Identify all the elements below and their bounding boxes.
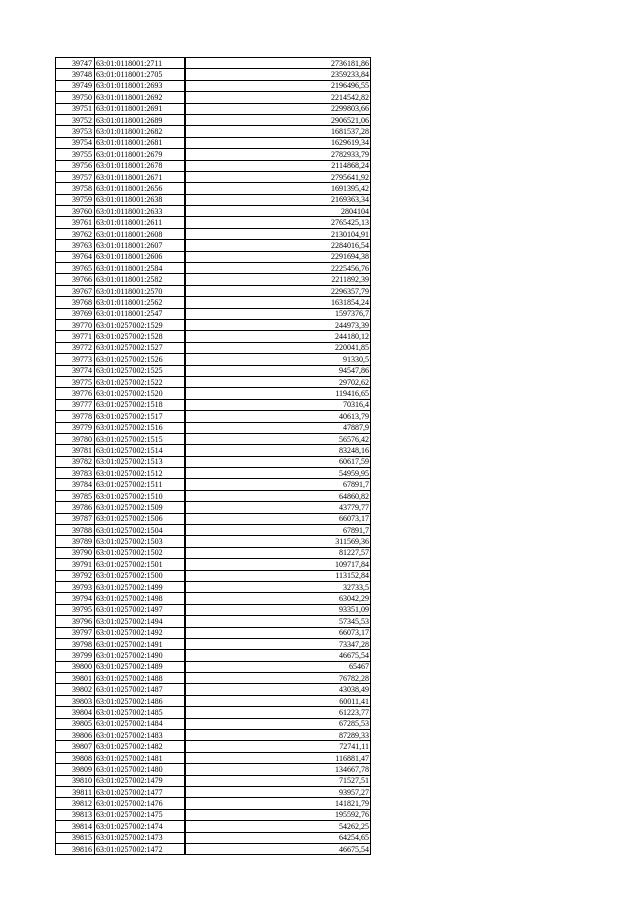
- row-number-cell: 39791: [56, 559, 95, 570]
- cadastral-number-cell: 63:01:0118001:2671: [95, 171, 186, 182]
- row-number-cell: 39811: [56, 787, 95, 798]
- cadastral-number-cell: 63:01:0257002:1492: [95, 627, 186, 638]
- table-row: [56, 661, 371, 672]
- value-cell: 2782933,79: [185, 149, 371, 160]
- cadastral-number-cell: 63:01:0257002:1472: [95, 843, 186, 854]
- row-number-cell: 39756: [56, 160, 95, 171]
- row-number-cell: 39774: [56, 365, 95, 376]
- cadastral-number-cell: 63:01:0257002:1491: [95, 638, 186, 649]
- table-row: [56, 559, 371, 570]
- cadastral-number-cell: 63:01:0118001:2678: [95, 160, 186, 171]
- cadastral-number-cell: 63:01:0257002:1503: [95, 536, 186, 547]
- row-number-cell: 39794: [56, 593, 95, 604]
- table-row: [56, 171, 371, 182]
- row-number-cell: 39806: [56, 730, 95, 741]
- value-cell: 116881,47: [185, 752, 371, 763]
- cadastral-number-cell: 63:01:0118001:2582: [95, 274, 186, 285]
- value-cell: 65467: [185, 661, 371, 672]
- table-row: [56, 479, 371, 490]
- row-number-cell: 39786: [56, 502, 95, 513]
- cadastral-number-cell: 63:01:0257002:1489: [95, 661, 186, 672]
- row-number-cell: 39803: [56, 695, 95, 706]
- row-number-cell: 39814: [56, 821, 95, 832]
- table-row: [56, 547, 371, 558]
- row-number-cell: 39772: [56, 342, 95, 353]
- row-number-cell: 39753: [56, 126, 95, 137]
- cadastral-number-cell: 63:01:0257002:1506: [95, 513, 186, 524]
- value-cell: 43779,77: [185, 502, 371, 513]
- cadastral-number-cell: 63:01:0257002:1475: [95, 809, 186, 820]
- row-number-cell: 39754: [56, 137, 95, 148]
- row-number-cell: 39815: [56, 832, 95, 843]
- row-number-cell: 39769: [56, 308, 95, 319]
- table-row: [56, 581, 371, 592]
- cadastral-number-cell: 63:01:0257002:1513: [95, 456, 186, 467]
- cadastral-number-cell: 63:01:0257002:1497: [95, 604, 186, 615]
- cadastral-number-cell: 63:01:0257002:1474: [95, 821, 186, 832]
- value-cell: 1691395,42: [185, 183, 371, 194]
- table-row: [56, 730, 371, 741]
- row-number-cell: 39752: [56, 114, 95, 125]
- value-cell: 2169363,34: [185, 194, 371, 205]
- value-cell: 244180,12: [185, 331, 371, 342]
- cadastral-number-cell: 63:01:0257002:1479: [95, 775, 186, 786]
- value-cell: 109717,84: [185, 559, 371, 570]
- table-row: [56, 638, 371, 649]
- table-row: [56, 206, 371, 217]
- value-cell: 2196496,55: [185, 80, 371, 91]
- cadastral-number-cell: 63:01:0257002:1476: [95, 798, 186, 809]
- row-number-cell: 39797: [56, 627, 95, 638]
- value-cell: 72741,11: [185, 741, 371, 752]
- row-number-cell: 39757: [56, 171, 95, 182]
- cadastral-number-cell: 63:01:0257002:1488: [95, 673, 186, 684]
- cadastral-number-cell: 63:01:0118001:2689: [95, 114, 186, 125]
- cadastral-number-cell: 63:01:0257002:1487: [95, 684, 186, 695]
- value-cell: 71527,51: [185, 775, 371, 786]
- row-number-cell: 39767: [56, 285, 95, 296]
- table-row: [56, 183, 371, 194]
- value-cell: 2296357,79: [185, 285, 371, 296]
- table-row: [56, 752, 371, 763]
- table-row: [56, 445, 371, 456]
- table-row: [56, 627, 371, 638]
- cadastral-number-cell: 63:01:0257002:1509: [95, 502, 186, 513]
- value-cell: 57345,53: [185, 616, 371, 627]
- row-number-cell: 39747: [56, 58, 95, 69]
- value-cell: 2736181,86: [185, 58, 371, 69]
- value-cell: 2906521,06: [185, 114, 371, 125]
- table-row: [56, 650, 371, 661]
- table-row: [56, 342, 371, 353]
- value-cell: 2284016,54: [185, 240, 371, 251]
- row-number-cell: 39809: [56, 764, 95, 775]
- table-row: [56, 354, 371, 365]
- row-number-cell: 39750: [56, 92, 95, 103]
- cadastral-number-cell: 63:01:0118001:2681: [95, 137, 186, 148]
- value-cell: 244973,39: [185, 319, 371, 330]
- row-number-cell: 39763: [56, 240, 95, 251]
- cadastral-number-cell: 63:01:0118001:2711: [95, 58, 186, 69]
- row-number-cell: 39812: [56, 798, 95, 809]
- value-cell: 195592,76: [185, 809, 371, 820]
- cadastral-number-cell: 63:01:0118001:2584: [95, 263, 186, 274]
- cadastral-number-cell: 63:01:0257002:1526: [95, 354, 186, 365]
- cadastral-number-cell: 63:01:0257002:1522: [95, 376, 186, 387]
- row-number-cell: 39804: [56, 707, 95, 718]
- cadastral-number-cell: 63:01:0118001:2692: [95, 92, 186, 103]
- value-cell: 2114868,24: [185, 160, 371, 171]
- value-cell: 2359233,84: [185, 69, 371, 80]
- cadastral-number-cell: 63:01:0257002:1498: [95, 593, 186, 604]
- value-cell: 46675,54: [185, 650, 371, 661]
- table-row: [56, 263, 371, 274]
- value-cell: 93957,27: [185, 787, 371, 798]
- table-row: [56, 228, 371, 239]
- row-number-cell: 39749: [56, 80, 95, 91]
- row-number-cell: 39777: [56, 399, 95, 410]
- value-cell: 64254,65: [185, 832, 371, 843]
- row-number-cell: 39755: [56, 149, 95, 160]
- value-cell: 2214542,82: [185, 92, 371, 103]
- table-row: [56, 456, 371, 467]
- value-cell: 220041,85: [185, 342, 371, 353]
- table-row: [56, 604, 371, 615]
- table-row: [56, 126, 371, 137]
- cadastral-number-cell: 63:01:0118001:2607: [95, 240, 186, 251]
- table-body: [56, 58, 371, 855]
- cadastral-number-cell: 63:01:0257002:1520: [95, 388, 186, 399]
- cadastral-number-cell: 63:01:0257002:1473: [95, 832, 186, 843]
- table-row: [56, 137, 371, 148]
- cadastral-number-cell: 63:01:0118001:2611: [95, 217, 186, 228]
- table-row: [56, 388, 371, 399]
- table-row: [56, 787, 371, 798]
- cadastral-number-cell: 63:01:0257002:1515: [95, 433, 186, 444]
- cadastral-number-cell: 63:01:0118001:2705: [95, 69, 186, 80]
- row-number-cell: 39782: [56, 456, 95, 467]
- table-row: [56, 684, 371, 695]
- row-number-cell: 39800: [56, 661, 95, 672]
- row-number-cell: 39768: [56, 297, 95, 308]
- table-row: [56, 798, 371, 809]
- table-row: [56, 217, 371, 228]
- table-row: [56, 513, 371, 524]
- row-number-cell: 39778: [56, 411, 95, 422]
- row-number-cell: 39773: [56, 354, 95, 365]
- cadastral-number-cell: 63:01:0257002:1516: [95, 422, 186, 433]
- row-number-cell: 39796: [56, 616, 95, 627]
- table-row: [56, 490, 371, 501]
- table-row: [56, 160, 371, 171]
- cadastral-number-cell: 63:01:0257002:1512: [95, 468, 186, 479]
- table-row: [56, 502, 371, 513]
- value-cell: 60011,41: [185, 695, 371, 706]
- cadastral-number-cell: 63:01:0257002:1502: [95, 547, 186, 558]
- cadastral-number-cell: 63:01:0257002:1518: [95, 399, 186, 410]
- row-number-cell: 39771: [56, 331, 95, 342]
- table-row: [56, 718, 371, 729]
- cadastral-number-cell: 63:01:0257002:1529: [95, 319, 186, 330]
- value-cell: 81227,57: [185, 547, 371, 558]
- row-number-cell: 39808: [56, 752, 95, 763]
- cadastral-number-cell: 63:01:0257002:1482: [95, 741, 186, 752]
- cadastral-number-cell: 63:01:0257002:1490: [95, 650, 186, 661]
- row-number-cell: 39765: [56, 263, 95, 274]
- row-number-cell: 39779: [56, 422, 95, 433]
- row-number-cell: 39785: [56, 490, 95, 501]
- value-cell: 43038,49: [185, 684, 371, 695]
- row-number-cell: 39801: [56, 673, 95, 684]
- value-cell: 1631854,24: [185, 297, 371, 308]
- value-cell: 54262,25: [185, 821, 371, 832]
- table-row: [56, 331, 371, 342]
- value-cell: 2225456,76: [185, 263, 371, 274]
- cadastral-number-cell: 63:01:0257002:1528: [95, 331, 186, 342]
- cadastral-number-cell: 63:01:0257002:1510: [95, 490, 186, 501]
- table-row: [56, 695, 371, 706]
- value-cell: 67891,7: [185, 525, 371, 536]
- cadastral-number-cell: 63:01:0118001:2608: [95, 228, 186, 239]
- row-number-cell: 39807: [56, 741, 95, 752]
- cadastral-number-cell: 63:01:0118001:2547: [95, 308, 186, 319]
- cadastral-number-cell: 63:01:0118001:2606: [95, 251, 186, 262]
- value-cell: 46675,54: [185, 843, 371, 854]
- value-cell: 2211892,39: [185, 274, 371, 285]
- table-row: [56, 194, 371, 205]
- row-number-cell: 39790: [56, 547, 95, 558]
- table-row: [56, 809, 371, 820]
- cadastral-number-cell: 63:01:0257002:1477: [95, 787, 186, 798]
- row-number-cell: 39762: [56, 228, 95, 239]
- table-row: [56, 274, 371, 285]
- cadastral-number-cell: 63:01:0118001:2638: [95, 194, 186, 205]
- table-row: [56, 741, 371, 752]
- table-row: [56, 775, 371, 786]
- value-cell: 1597376,7: [185, 308, 371, 319]
- table-row: [56, 58, 371, 69]
- table-row: [56, 593, 371, 604]
- row-number-cell: 39764: [56, 251, 95, 262]
- cadastral-number-cell: 63:01:0257002:1484: [95, 718, 186, 729]
- table-row: [56, 319, 371, 330]
- row-number-cell: 39780: [56, 433, 95, 444]
- value-cell: 56576,42: [185, 433, 371, 444]
- value-cell: 94547,86: [185, 365, 371, 376]
- cadastral-number-cell: 63:01:0257002:1514: [95, 445, 186, 456]
- table-row: [56, 536, 371, 547]
- value-cell: 141821,79: [185, 798, 371, 809]
- table-row: [56, 376, 371, 387]
- value-cell: 119416,65: [185, 388, 371, 399]
- value-cell: 67891,7: [185, 479, 371, 490]
- value-cell: 47887,9: [185, 422, 371, 433]
- cadastral-number-cell: 63:01:0257002:1500: [95, 570, 186, 581]
- value-cell: 2130104,91: [185, 228, 371, 239]
- cadastral-number-cell: 63:01:0257002:1525: [95, 365, 186, 376]
- row-number-cell: 39758: [56, 183, 95, 194]
- cadastral-number-cell: 63:01:0257002:1499: [95, 581, 186, 592]
- value-cell: 1629619,34: [185, 137, 371, 148]
- value-cell: 66073,17: [185, 513, 371, 524]
- table-row: [56, 525, 371, 536]
- table-row: [56, 468, 371, 479]
- value-cell: 73347,28: [185, 638, 371, 649]
- value-cell: 2291694,38: [185, 251, 371, 262]
- row-number-cell: 39789: [56, 536, 95, 547]
- cadastral-number-cell: 63:01:0257002:1511: [95, 479, 186, 490]
- row-number-cell: 39748: [56, 69, 95, 80]
- row-number-cell: 39793: [56, 581, 95, 592]
- cadastral-number-cell: 63:01:0118001:2679: [95, 149, 186, 160]
- row-number-cell: 39766: [56, 274, 95, 285]
- cadastral-number-cell: 63:01:0257002:1504: [95, 525, 186, 536]
- cadastral-number-cell: 63:01:0257002:1501: [95, 559, 186, 570]
- row-number-cell: 39810: [56, 775, 95, 786]
- table-row: [56, 69, 371, 80]
- table-row: [56, 149, 371, 160]
- value-cell: 67285,53: [185, 718, 371, 729]
- table-row: [56, 92, 371, 103]
- row-number-cell: 39775: [56, 376, 95, 387]
- table-row: [56, 308, 371, 319]
- value-cell: 1681537,28: [185, 126, 371, 137]
- data-table: [55, 57, 371, 855]
- row-number-cell: 39813: [56, 809, 95, 820]
- row-number-cell: 39805: [56, 718, 95, 729]
- value-cell: 63042,29: [185, 593, 371, 604]
- value-cell: 54959,95: [185, 468, 371, 479]
- value-cell: 113152,84: [185, 570, 371, 581]
- row-number-cell: 39783: [56, 468, 95, 479]
- cadastral-number-cell: 63:01:0257002:1486: [95, 695, 186, 706]
- row-number-cell: 39799: [56, 650, 95, 661]
- value-cell: 29702,62: [185, 376, 371, 387]
- value-cell: 61223,77: [185, 707, 371, 718]
- table-row: [56, 821, 371, 832]
- value-cell: 76782,28: [185, 673, 371, 684]
- cadastral-number-cell: 63:01:0257002:1485: [95, 707, 186, 718]
- table-row: [56, 297, 371, 308]
- row-number-cell: 39798: [56, 638, 95, 649]
- row-number-cell: 39776: [56, 388, 95, 399]
- table-row: [56, 570, 371, 581]
- table-row: [56, 80, 371, 91]
- cadastral-number-cell: 63:01:0118001:2633: [95, 206, 186, 217]
- table-row: [56, 422, 371, 433]
- row-number-cell: 39770: [56, 319, 95, 330]
- table-row: [56, 764, 371, 775]
- value-cell: 2795641,92: [185, 171, 371, 182]
- cadastral-number-cell: 63:01:0257002:1517: [95, 411, 186, 422]
- row-number-cell: 39787: [56, 513, 95, 524]
- row-number-cell: 39784: [56, 479, 95, 490]
- table-row: [56, 251, 371, 262]
- row-number-cell: 39751: [56, 103, 95, 114]
- table-row: [56, 399, 371, 410]
- value-cell: 40613,79: [185, 411, 371, 422]
- table-row: [56, 411, 371, 422]
- value-cell: 134667,78: [185, 764, 371, 775]
- value-cell: 66073,17: [185, 627, 371, 638]
- row-number-cell: 39795: [56, 604, 95, 615]
- table-row: [56, 365, 371, 376]
- table-row: [56, 240, 371, 251]
- table-row: [56, 616, 371, 627]
- value-cell: 93351,09: [185, 604, 371, 615]
- row-number-cell: 39761: [56, 217, 95, 228]
- cadastral-number-cell: 63:01:0118001:2570: [95, 285, 186, 296]
- value-cell: 2299803,66: [185, 103, 371, 114]
- value-cell: 2765425,13: [185, 217, 371, 228]
- row-number-cell: 39759: [56, 194, 95, 205]
- cadastral-number-cell: 63:01:0257002:1494: [95, 616, 186, 627]
- table-row: [56, 103, 371, 114]
- cadastral-number-cell: 63:01:0257002:1481: [95, 752, 186, 763]
- value-cell: 70316,4: [185, 399, 371, 410]
- table-row: [56, 707, 371, 718]
- row-number-cell: 39781: [56, 445, 95, 456]
- value-cell: 60617,59: [185, 456, 371, 467]
- cadastral-number-cell: 63:01:0118001:2562: [95, 297, 186, 308]
- row-number-cell: 39816: [56, 843, 95, 854]
- cadastral-number-cell: 63:01:0118001:2691: [95, 103, 186, 114]
- cadastral-number-cell: 63:01:0257002:1483: [95, 730, 186, 741]
- value-cell: 64860,82: [185, 490, 371, 501]
- cadastral-number-cell: 63:01:0257002:1480: [95, 764, 186, 775]
- value-cell: 87289,33: [185, 730, 371, 741]
- value-cell: 32733,5: [185, 581, 371, 592]
- row-number-cell: 39760: [56, 206, 95, 217]
- table-row: [56, 285, 371, 296]
- row-number-cell: 39788: [56, 525, 95, 536]
- table-row: [56, 433, 371, 444]
- cadastral-number-cell: 63:01:0118001:2693: [95, 80, 186, 91]
- value-cell: 91330,5: [185, 354, 371, 365]
- cadastral-number-cell: 63:01:0118001:2656: [95, 183, 186, 194]
- value-cell: 2804104: [185, 206, 371, 217]
- cadastral-number-cell: 63:01:0257002:1527: [95, 342, 186, 353]
- table-row: [56, 114, 371, 125]
- table-row: [56, 832, 371, 843]
- row-number-cell: 39792: [56, 570, 95, 581]
- table-row: [56, 673, 371, 684]
- value-cell: 311569,36: [185, 536, 371, 547]
- table-row: [56, 843, 371, 854]
- value-cell: 83248,16: [185, 445, 371, 456]
- row-number-cell: 39802: [56, 684, 95, 695]
- cadastral-number-cell: 63:01:0118001:2682: [95, 126, 186, 137]
